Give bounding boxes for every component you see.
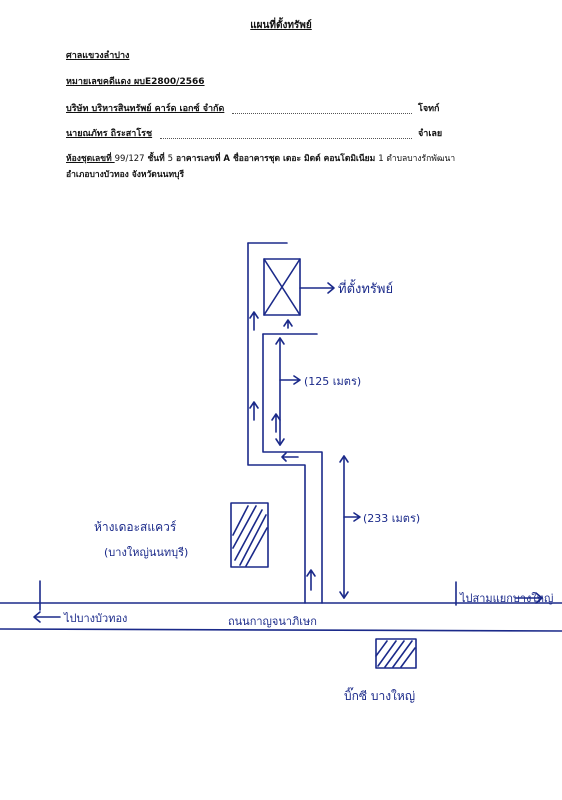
distance-1-label: (125 เมตร) <box>304 375 362 388</box>
plaintiff-role: โจทก์ <box>418 104 440 114</box>
address-part-a: ห้องชุดเลขที่ <box>66 154 115 164</box>
defendant-name: นายณภัทร ถิระสาโรช <box>66 129 153 139</box>
right-direction-label: ไปสามแยกบางใหญ่ <box>460 592 554 605</box>
distance-2-pointer <box>344 513 360 521</box>
address-unit-number: 99/127 <box>114 154 145 164</box>
route-arrow-3 <box>272 414 280 432</box>
distance-1-pointer <box>280 376 300 384</box>
address-floor: 5 <box>167 154 174 164</box>
property-box-cross <box>264 259 300 315</box>
page-title: แผนที่ตั้งทรัพย์ <box>250 20 312 31</box>
landmark-sublabel: (บางใหญ่นนทบุรี) <box>104 546 189 559</box>
route-arrow-1 <box>250 312 258 330</box>
address-line-2: อำเภอบางบัวทอง จังหวัดนนทบุรี <box>66 170 185 180</box>
road-name: ถนนกาญจนาภิเษก <box>228 615 317 628</box>
property-label: ที่ตั้งทรัพย์ <box>338 282 394 297</box>
case-prefix: หมายเลขคดีแดง ผบ <box>66 77 145 87</box>
court-name: ศาลแขวงลำปาง <box>66 51 130 61</box>
landmark-label: ห้างเดอะสแควร์ <box>94 520 177 534</box>
case-number-value: E2800/2566 <box>144 77 205 87</box>
defendant-role: จำเลย <box>418 129 443 139</box>
left-direction-label: ไปบางบัวทอง <box>64 612 128 625</box>
address-part-f: 1 <box>378 154 384 164</box>
route-arrow-4 <box>282 453 298 461</box>
bigc-hatch <box>376 641 415 667</box>
route-arrow-6 <box>284 320 292 328</box>
left-direction-arrow <box>34 612 60 622</box>
bigc-label: บิ๊กซี บางใหญ่ <box>344 689 416 703</box>
route-arrow-2 <box>250 402 258 420</box>
address-subdistrict: ตำบลบางรักพัฒนา <box>383 154 456 164</box>
plaintiff-name: บริษัท บริหารสินทรัพย์ คาร์ด เอกซ์ จำกัด <box>66 104 225 114</box>
main-road-bottom-edge <box>0 629 562 631</box>
landmark-hatch <box>233 506 267 566</box>
property-arrow <box>300 283 334 293</box>
address-building: อาคารเลขที่ A ชื่ออาคารชุด เดอะ มิดด์ คอนโดมิเนียม <box>173 154 379 164</box>
address-part-c: ชั้นที่ <box>144 154 168 164</box>
route-arrow-5 <box>307 570 315 590</box>
distance-2-label: (233 เมตร) <box>363 512 421 525</box>
